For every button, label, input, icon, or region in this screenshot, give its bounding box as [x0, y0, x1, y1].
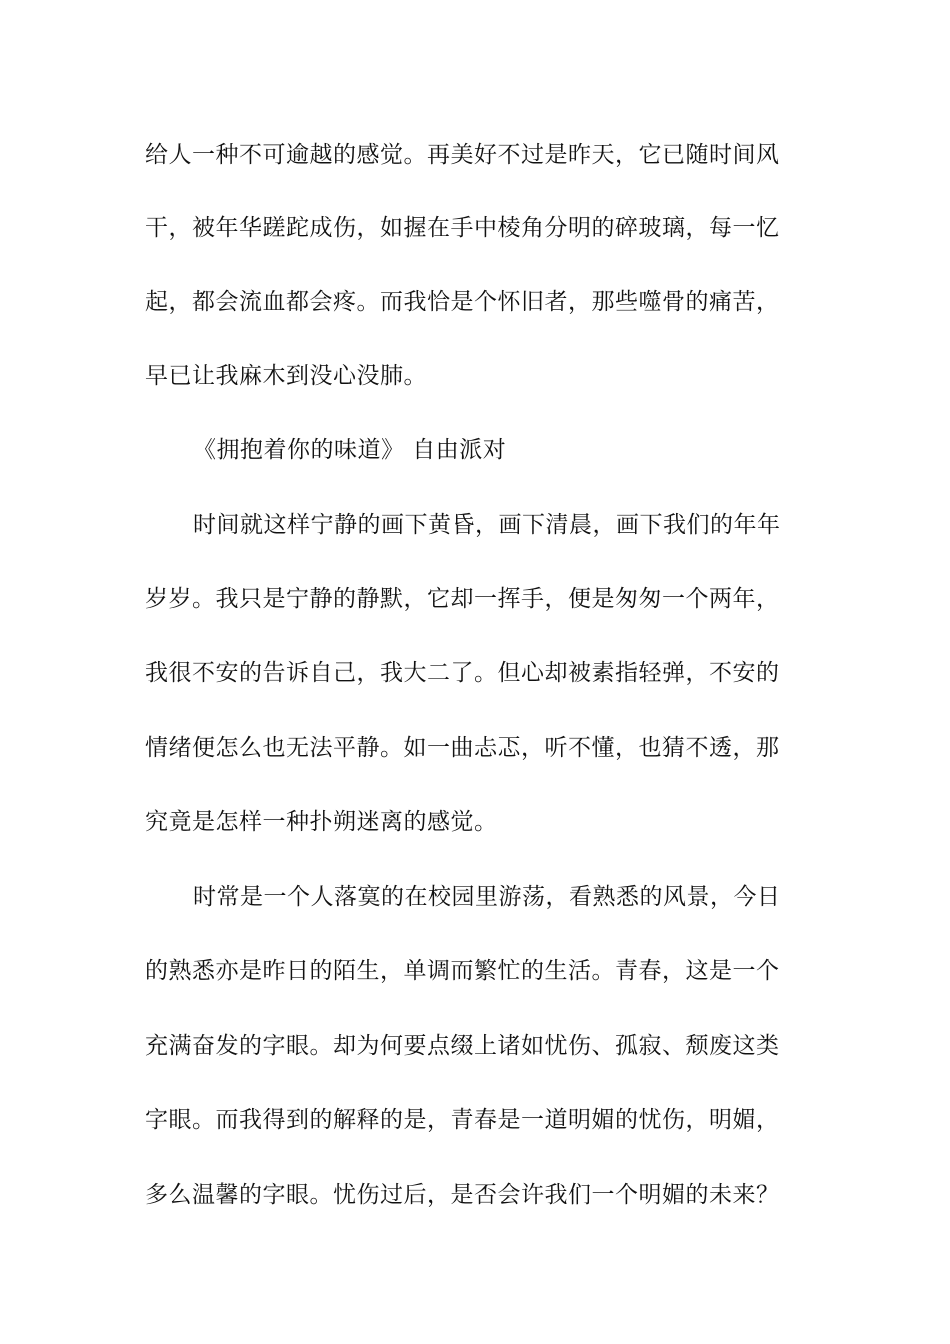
text-line: 干，被年华蹉跎成伤，如握在手中棱角分明的碎玻璃，每一忆 [145, 215, 780, 241]
section-title: 《拥抱着你的味道》 自由派对 [193, 437, 507, 463]
text-line: 时常是一个人落寞的在校园里游荡，看熟悉的风景，今日 [193, 884, 781, 910]
text-line: 究竟是怎样一种扑朔迷离的感觉。 [145, 809, 498, 835]
text-line: 的熟悉亦是昨日的陌生，单调而繁忙的生活。青春，这是一个 [145, 958, 780, 984]
text-line: 充满奋发的字眼。却为何要点缀上诸如忧伤、孤寂、颓废这类 [145, 1033, 780, 1059]
text-line: 情绪便怎么也无法平静。如一曲忐忑，听不懂，也猜不透，那 [145, 735, 780, 761]
text-line: 我很不安的告诉自己，我大二了。但心却被素指轻弹，不安的 [145, 660, 780, 686]
text-line: 给人一种不可逾越的感觉。再美好不过是昨天，它已随时间风 [145, 142, 780, 168]
text-line: 字眼。而我得到的解释的是，青春是一道明媚的忧伤，明媚， [145, 1107, 780, 1133]
text-line: 起，都会流血都会疼。而我恰是个怀旧者，那些噬骨的痛苦， [145, 289, 780, 315]
text-line: 时间就这样宁静的画下黄昏，画下清晨，画下我们的年年 [193, 512, 781, 538]
text-line: 岁岁。我只是宁静的静默，它却一挥手，便是匆匆一个两年， [145, 586, 780, 612]
text-line: 多么温馨的字眼。忧伤过后，是否会许我们一个明媚的未来？ [145, 1182, 780, 1208]
text-line: 早已让我麻木到没心没肺。 [145, 363, 427, 389]
